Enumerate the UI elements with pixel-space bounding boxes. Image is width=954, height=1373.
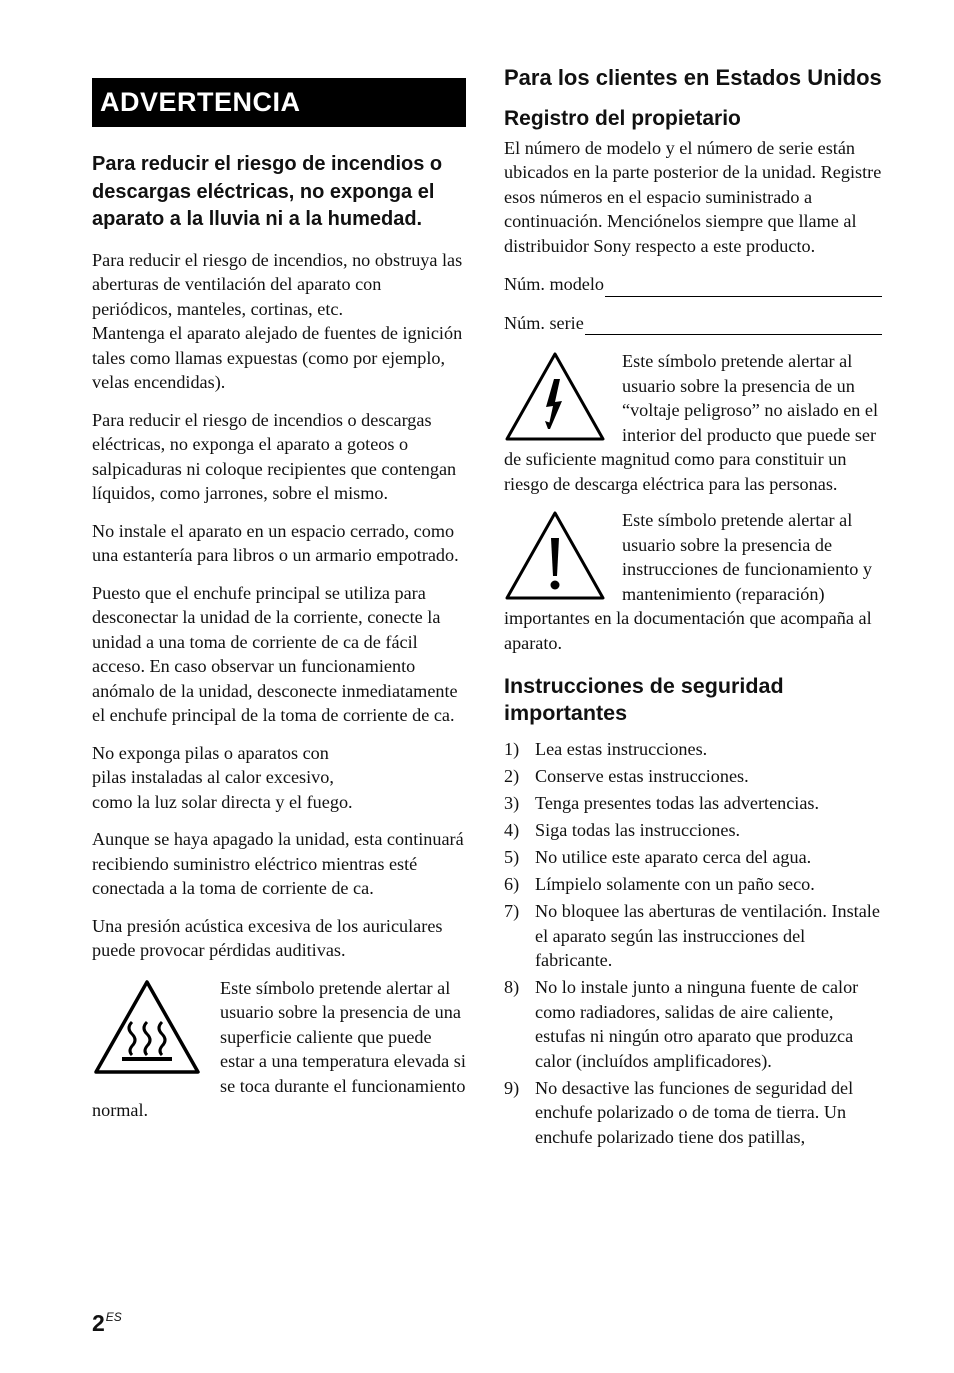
paragraph-liquids: Para reducir el riesgo de incendios o descargas eléctricas, no exponga el aparato a goteos o salpicaduras ni coloque recipientes que contengan líquidos, como jarrones, sobre el mismo. — [92, 409, 457, 503]
paragraph-headphones: Una presión acústica excesiva de los auriculares puede provocar pérdidas auditivas. — [92, 915, 443, 960]
serial-number-field — [504, 311, 882, 336]
owner-record-text: El número de modelo y el número de serie están ubicados en la parte posterior de la unidad. Registre esos números en el espacio suministrado a continuación. Menciónelos siempre que llame al distribuidor Sony respecto a este producto. — [504, 137, 882, 256]
warning-heading: Para reducir el riesgo de incendios o descargas eléctricas, no exponga el aparato a la lluvia ni a la humedad. — [92, 153, 443, 230]
safety-instruction-text: Tenga presentes todas las advertencias. — [535, 793, 820, 813]
paragraph-ventilation — [92, 248, 466, 395]
safety-instruction-text: Lea estas instrucciones. — [535, 739, 708, 759]
voltage-symbol-block — [504, 349, 882, 496]
hot-surface-symbol-text: Este símbolo pretende alertar al usuario sobre la presencia de una superficie caliente que puede estar a una temperatura elevada si se toca durante el funcionamiento normal. — [92, 977, 466, 1120]
exclamation-symbol-block — [504, 508, 882, 655]
safety-instruction-item — [504, 1076, 882, 1150]
safety-instruction-number: 7) — [504, 901, 520, 921]
safety-instruction-text: No lo instale junto a ninguna fuente de calor como radiadores, salidas de aire caliente, estufas ni ningún otro aparato que produzca calor (incluídos amplificadores). — [535, 977, 859, 1071]
paragraph-enclosed-space: No instale el aparato en un espacio cerrado, como una estantería para libros o un armario empotrado. — [92, 520, 459, 565]
safety-instruction-text: No desactive las funciones de seguridad del enchufe polarizado o de toma de tierra. Un enchufe polarizado tiene dos patillas, — [535, 1077, 854, 1147]
voltage-symbol-text: Este símbolo pretende alertar al usuario sobre la presencia de un “voltaje peligroso” no aislado en el interior del producto que puede ser de suficiente magnitud como para constituir un riesgo de descarga eléctrica para las personas. — [504, 351, 879, 494]
page-number — [92, 1310, 122, 1337]
paragraph-ventilation-b: Mantenga el aparato alejado de fuentes de ignición tales como llamas expuestas (como por ejemplo, velas encendidas). — [92, 323, 463, 392]
paragraph-batteries-l2: pilas instaladas al calor excesivo, — [92, 767, 334, 787]
safety-instruction-number: 9) — [504, 1077, 520, 1098]
safety-instruction-text: No utilice este aparato cerca del agua. — [535, 847, 812, 867]
safety-instruction-text: Límpielo solamente con un paño seco. — [535, 874, 815, 894]
safety-instructions-heading: Instrucciones de seguridad importantes — [504, 674, 784, 725]
safety-instruction-number: 2) — [504, 766, 520, 786]
paragraph-standby-power: Aunque se haya apagado la unidad, esta continuará recibiendo suministro eléctrico mientras esté conectada a la toma de corriente de ca. — [92, 829, 464, 898]
paragraph-ventilation-a: Para reducir el riesgo de incendios, no obstruya las aberturas de ventilación del aparato con periódicos, manteles, cortinas, etc. — [92, 249, 463, 319]
model-number-field — [504, 272, 882, 297]
paragraph-batteries-l3: como la luz solar directa y el fuego. — [92, 791, 353, 812]
safety-instruction-text: Conserve estas instrucciones. — [535, 766, 749, 786]
hot-surface-symbol-block — [92, 976, 466, 1123]
safety-instruction-number: 5) — [504, 847, 520, 867]
owner-record-heading: Registro del propietario — [504, 106, 741, 130]
safety-instruction-text: No bloquee las aberturas de ventilación. Instale el aparato según las instrucciones del fabricante. — [535, 901, 880, 970]
safety-instruction-text: Siga todas las instrucciones. — [535, 820, 741, 840]
safety-instruction-item — [504, 818, 882, 843]
advertencia-banner: ADVERTENCIA — [92, 78, 466, 127]
exclamation-symbol-text: Este símbolo pretende alertar al usuario sobre la presencia de instrucciones de funcionamiento y mantenimiento (reparación) importantes en la documentación que acompaña al aparato. — [504, 510, 873, 653]
safety-instructions-list — [504, 737, 882, 1149]
paragraph-mains-plug: Puesto que el enchufe principal se utiliza para desconectar la unidad de la corriente, conecte la unidad a una toma de corriente de ca de fácil acceso. En caso observar un funcionamiento anómalo de la unidad, desconecte inmediatamente el enchufe principal de la toma de corriente de ca. — [92, 582, 458, 725]
safety-instruction-item — [504, 872, 882, 897]
lightning-warning-icon — [504, 351, 606, 443]
safety-instruction-number: 3) — [504, 793, 520, 813]
safety-instruction-item — [504, 845, 882, 870]
paragraph-batteries — [92, 741, 466, 815]
safety-instruction-item — [504, 791, 882, 816]
exclamation-warning-icon — [504, 510, 606, 602]
serial-number-blank — [585, 314, 882, 335]
us-customers-heading: Para los clientes en Estados Unidos — [504, 65, 882, 90]
safety-instruction-number: 8) — [504, 977, 520, 997]
safety-instruction-number: 6) — [504, 874, 520, 894]
left-column — [92, 78, 466, 1123]
safety-instruction-item — [504, 737, 882, 762]
model-number-label: Núm. modelo — [504, 274, 605, 294]
model-number-blank — [605, 276, 882, 297]
hot-surface-warning-icon — [92, 978, 202, 1078]
right-column — [504, 64, 882, 1152]
page-number-value: 2 — [92, 1310, 105, 1336]
safety-instruction-number: 1) — [504, 739, 520, 759]
paragraph-batteries-l1: No exponga pilas o aparatos con — [92, 742, 329, 763]
page-language-suffix: ES — [105, 1310, 122, 1324]
safety-instruction-item — [504, 764, 882, 789]
serial-number-label: Núm. serie — [504, 312, 584, 333]
safety-instruction-item — [504, 899, 882, 973]
safety-instruction-number: 4) — [504, 820, 520, 840]
safety-instruction-item — [504, 975, 882, 1073]
